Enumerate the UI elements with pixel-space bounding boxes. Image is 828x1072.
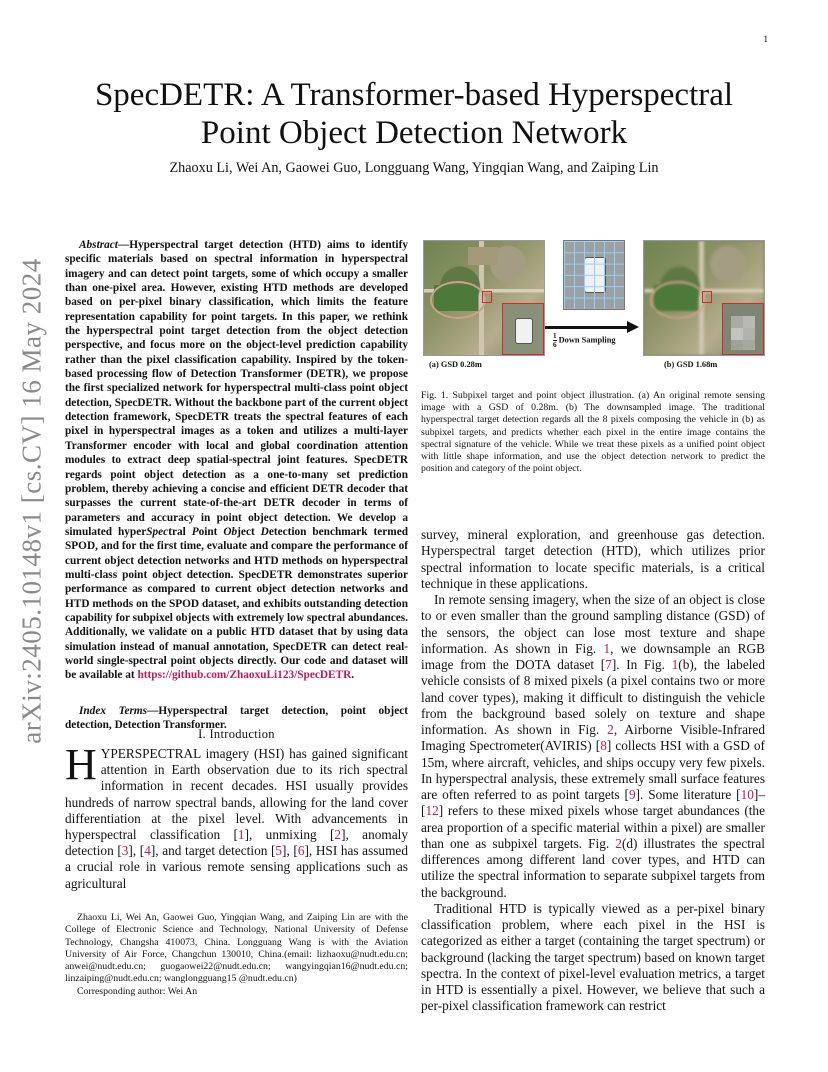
abstract-rest: etection benchmark termed SPOD, and for the first time, evaluate and compare the performance of current object detection networks and HTD methods on hyperspectral multi-class point object detection. SpecDETR demonstrates superior performance as compared to current object detection networks and HTD methods on the SPOD dataset, and exhibits outstanding detection capability for subpixel objects with extremely low spectral abundances. Additionally, we validate on a public HTD dataset that by using data simulation instead of manual annotation, SpecDETR can detect real-world single-spectral point objects directly. Our code and dataset will be available at — [65, 525, 409, 682]
abstract-end: . — [351, 669, 355, 682]
intro-text-5: ], and target detection [ — [150, 843, 276, 859]
paper-title — [60, 76, 768, 152]
abstract-ject: ject — [237, 525, 261, 538]
footnote-affiliations: Zhaoxu Li, Wei An, Gaowei Guo, Yingqian Wang, and Zaiping Lin are with the College of Electronic Science and Technology, National University of Defense Technology, Changsha 410073, China. Longguang Wang is with the Aviation University of Air Force, Changchun 130010, China.(email: lizhaoxu@nudt.edu.cn; anwei@nudt.edu.cn; guogaowei22@nudt.edu.cn; wangyingqian16@nudt.edu.cn; linzaiping@nudt.edu.cn; wanglongguang15 @nudt.edu.cn) — [65, 912, 408, 985]
downsampled-aerial-image — [643, 240, 765, 356]
citation-link[interactable]: 5 — [275, 843, 283, 859]
target-marker-box — [482, 291, 492, 303]
title-line-2: Point Object Detection Network — [200, 115, 628, 151]
intro-text-6: ], [ — [282, 843, 298, 859]
abstract-label: Abstract — [79, 239, 118, 251]
figure-link[interactable]: 2 — [615, 835, 622, 851]
citation-link[interactable]: 8 — [600, 738, 607, 754]
abstract-dash: — — [117, 239, 130, 251]
abstract-p: P — [191, 525, 199, 538]
introduction-text — [65, 740, 408, 892]
drop-cap: H — [65, 740, 97, 789]
intro-text-3: ], anomaly detection [ — [65, 827, 408, 859]
code-link[interactable]: https://github.com/ZhaoxuLi123/SpecDETR — [137, 669, 352, 682]
footnote-corresponding: Corresponding author: Wei An — [77, 985, 198, 997]
arrow-head-icon — [627, 321, 639, 333]
target-marker-box — [702, 291, 712, 303]
intro-text-2: ], unmixing [ — [244, 827, 335, 843]
citation-link[interactable]: 7 — [605, 657, 612, 672]
citation-link[interactable]: 12 — [425, 803, 439, 819]
citation-link[interactable]: 9 — [628, 787, 636, 802]
figure-link[interactable]: 1 — [603, 640, 611, 656]
index-terms-body: Hyperspectral target detection, point object detection, Detection Transformer. — [65, 705, 408, 732]
subcaption-a: (a) GSD 0.28m — [429, 360, 482, 369]
author-list: Zhaoxu Li, Wei An, Gaowei Guo, Longguang Wang, Yingqian Wang, and Zaiping Lin — [169, 160, 659, 176]
downsampling-arrow — [545, 326, 629, 329]
arxiv-stamp — [12, 246, 52, 756]
paragraph-2: In remote sensing imagery, when the size of an object is close to or even smaller than the ground sampling distance (GSD) of the sensors, the object can lose most texture and shape information. As shown in Fig. 1, we downsample an RGB image from the DOTA dataset [7]. In Fig. 1(b), the labeled vehicle consists of 8 mixed pixels (a pixel contains two or more land cover types), making it difficult to distinguish the vehicle from the background based solely on texture and shape information. As shown in Fig. 2, Airborne Visible-Infrared Imaging Spectrometer(AVIRIS) [8] collects HSI with a GSD of 15m, where aircraft, vehicles, and ships occupy very few pixels. In hyperspectral analysis, these extremely small surface features are often referred to as point targets [9]. Some literature [10]–[12] refers to these mixed pixels whose target abundances (the area proportion of a specific material within a pixel) are smaller than one as subpixel targets. Fig. 2(d) illustrates the spectral differences among different land cover types, and HTD can utilize the spectral information to separate subpixel targets from the background. — [421, 592, 765, 900]
citation-link[interactable]: 10 — [740, 787, 754, 802]
arxiv-stamp-text: arXiv:2405.10148v1 [cs.CV] 16 May 2024 — [16, 258, 47, 744]
abstract-body: Hyperspectral target detection (HTD) aims to identify specific materials based on spectral information in hyperspectral imagery and can detect point targets, some of which occupy a smaller than one-pixel area. However, existing HTD methods are developed based on per-pixel binary classification, which limits the feature representation capability for point targets. In this paper, we rethink the hyperspectral point target detection from the object detection perspective, and focus more on the object-level prediction capability rather than the pixel classification capability. Inspired by the token-based processing flow of Detection Transformer (DETR), we propose the first specialized network for hyperspectral multi-class point object detection, SpecDETR. Without the backbone part of the current object detection framework, SpecDETR treats the spectral features of each pixel in hyperspectral images as a token and utilizes a multi-layer Transformer encoder with local and global coordination attention modules to extract deep spatial-spectral joint features. SpecDETR regards point object detection as a one-to-many set prediction problem, thereby achieving a concise and efficient DETR decoder that surpasses the current state-of-the-art DETR decoder in terms of parameters and accuracy in point object detection. We develop a simulated hyper — [65, 239, 408, 538]
figure-1 — [421, 238, 765, 372]
citation-link[interactable]: 6 — [297, 843, 305, 859]
index-terms-dash: — — [147, 705, 159, 717]
section-heading-introduction: I. Introduction — [198, 727, 275, 741]
abstract-tral: tral — [168, 525, 192, 538]
downsampled-vehicle-inset — [722, 303, 764, 355]
downsampling-label: $\frac{1}{6}$ Down Sampling — [553, 332, 616, 349]
paragraph-3: Traditional HTD is typically viewed as a per-pixel binary classification problem, where each pixel in the HSI is categorized as either a target (containing the target spectrum) or background (lacking the target spectrum) based on known target spectra. In the context of pixel-level evaluation metrics, a target in HTD is essentially a pixel. However, we believe that such a per-pixel classification framework can restrict — [421, 900, 765, 1014]
paragraph-1: survey, mineral exploration, and greenhouse gas detection. Hyperspectral target detection (HTD), which utilizes prior spectral information to locate specific materials, is a critical technique in these applications. — [421, 527, 765, 591]
author-footnote — [65, 912, 408, 998]
citation-link[interactable]: 4 — [144, 843, 151, 859]
abstract — [65, 238, 408, 683]
abstract-d: D — [260, 525, 269, 538]
right-column-text — [421, 527, 765, 1015]
intro-text-4: ], [ — [128, 843, 145, 859]
page-number: 1 — [763, 34, 768, 44]
abstract-oint: oint — [198, 525, 218, 538]
citation-link[interactable]: 2 — [334, 827, 342, 843]
figure-1-caption: Fig. 1. Subpixel target and point object illustration. (a) An original remote sensing image with a GSD of 0.28m. (b) The downsampled image. The traditional hyperspectral target detection regards all the 8 pixels composing the vehicle in (b) as subpixel targets, and predicts whether each pixel in the entire image contains the spectral signature of the vehicle. While we treat these pixels as a unified point object with little shape information, and use the object detection network to predict the position and category of the point object. — [421, 390, 765, 475]
abstract-spec: Spec — [146, 525, 169, 538]
abstract-ob: Ob — [223, 525, 238, 538]
citation-link[interactable]: 3 — [121, 843, 129, 859]
zoomed-vehicle-grid — [563, 240, 625, 310]
citation-link[interactable]: 1 — [237, 827, 245, 843]
figure-link[interactable]: 2 — [607, 722, 614, 737]
original-aerial-image — [423, 240, 545, 356]
intro-text-7: ], HSI has assumed a crucial role in various remote sensing applications such as agricultural — [65, 843, 408, 891]
zoomed-vehicle-inset — [502, 303, 544, 355]
index-terms-label: Index Terms — [79, 705, 148, 717]
title-line-1: SpecDETR: A Transformer-based Hyperspectral — [94, 77, 734, 113]
intro-text-1: YPERSPECTRAL imagery (HSI) has gained significant attention in Earth observation due to its rich spectral information in recent decades. HSI usually provides hundreds of narrow spectral bands, allowing for the land cover differentiation at the pixel level. With advancements in hyperspectral classification [ — [65, 746, 408, 843]
subcaption-b: (b) GSD 1.68m — [664, 360, 718, 369]
figure-link[interactable]: 1 — [671, 657, 679, 672]
